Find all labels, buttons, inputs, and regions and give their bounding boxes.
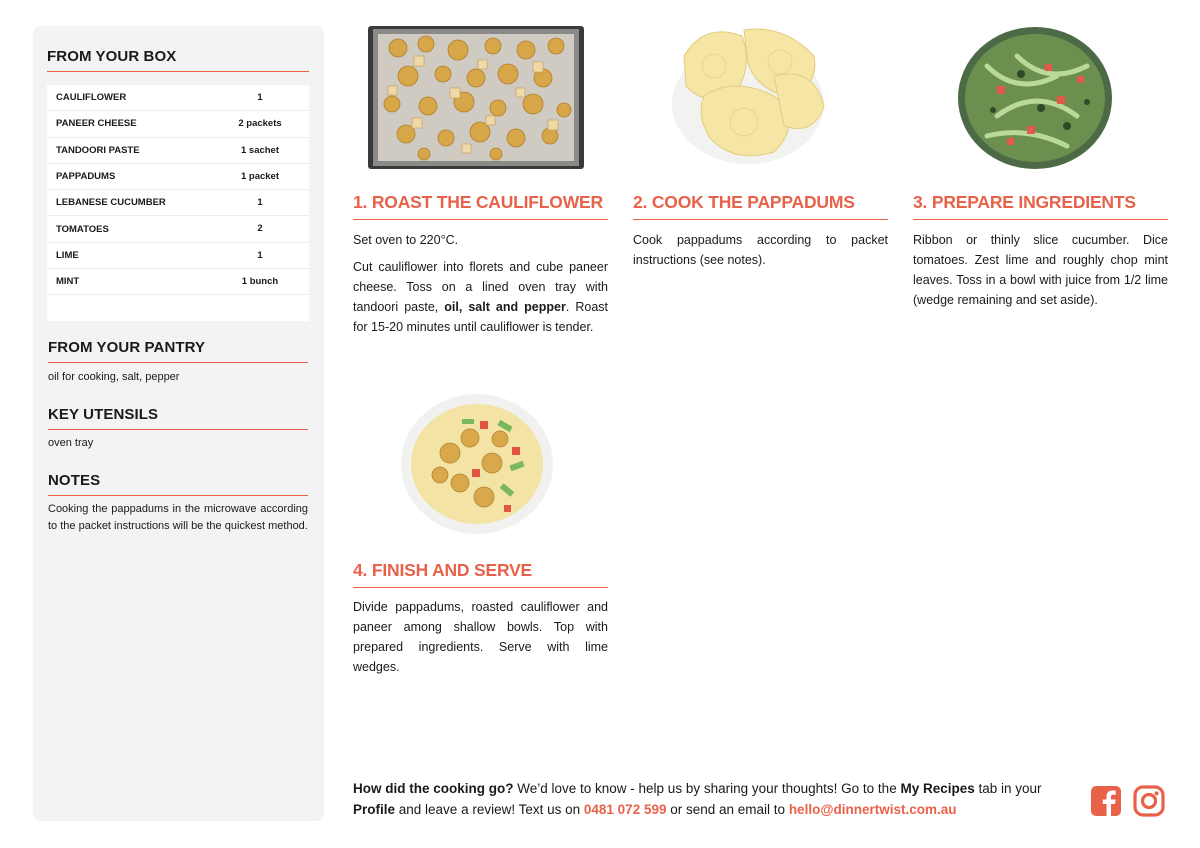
ingredients-table: [47, 85, 309, 321]
ingredient-qty: 1: [257, 92, 263, 103]
from-your-box-title: FROM YOUR BOX: [47, 48, 309, 72]
feedback-text-4: or send an email to: [666, 802, 789, 817]
email-link[interactable]: hello@dinnertwist.com.au: [788, 802, 957, 817]
feedback-text: [353, 778, 1073, 820]
step-1-oil: oil: [444, 300, 459, 314]
step-1-body: [353, 230, 608, 344]
ingredient-name: PANEER CHEESE: [56, 118, 137, 130]
ingredient-row: [47, 138, 309, 164]
pantry-text: oil for cooking, salt, pepper: [48, 371, 180, 383]
ingredient-qty: 1: [257, 249, 263, 261]
step-3-title: 3. PREPARE INGREDIENTS: [913, 192, 1168, 220]
step-3-text: Ribbon or thinly slice cucumber. Dice tomatoes. Zest lime and roughly chop mint leaves. Toss in a bowl with juice from 1/2 lime (wedge remaining and set aside).: [913, 233, 1168, 307]
roast-cauliflower-image: [368, 26, 584, 169]
key-utensils-title: KEY UTENSILS: [48, 406, 308, 430]
step-2-body: [633, 230, 888, 277]
utensils-text: oven tray: [48, 437, 94, 449]
ingredient-qty: 2 packets: [238, 118, 282, 130]
ingredient-name: LEBANESE CUCUMBER: [56, 197, 166, 209]
phone-link[interactable]: 0481 072 599: [583, 802, 667, 817]
finished-dish-image: [400, 393, 555, 536]
ingredient-qty: 1: [257, 197, 263, 209]
ingredient-row: [47, 243, 309, 269]
notes-text: Cooking the pappadums in the microwave according to the packet instructions will be the quickest method.: [48, 503, 308, 532]
step-4-title: 4. FINISH AND SERVE: [353, 560, 608, 588]
profile-label: Profile: [353, 802, 396, 817]
step-1-text-2: [353, 257, 608, 337]
feedback-text-3: and leave a review! Text us on: [395, 802, 584, 817]
ingredient-qty: 1 sachet: [240, 144, 280, 156]
step-1-text-2a: Cut cauliflower into florets and cube paneer cheese. Toss on a lined oven tray with tandoori paste,: [353, 260, 608, 314]
step-1-text-2c: . Roast for 15-20 minutes until cauliflower is tender.: [353, 300, 608, 334]
feedback-text-1: We’d love to know - help us by sharing your thoughts! Go to the: [513, 781, 901, 796]
step-1-text-1: Set oven to 220°C.: [353, 233, 459, 247]
ingredient-row: [47, 111, 309, 137]
ingredient-name: LIME: [56, 249, 79, 261]
ingredient-qty: 1 bunch: [241, 276, 279, 288]
step-4-body: [353, 597, 608, 684]
step-1-salt-pepper: salt and pepper: [468, 300, 566, 314]
ingredient-name: CAULIFLOWER: [56, 92, 127, 104]
step-2-text: Cook pappadums according to packet instructions (see notes).: [633, 233, 888, 267]
ingredient-row: [47, 269, 309, 295]
notes-title: NOTES: [48, 472, 308, 496]
ingredient-name: TOMATOES: [56, 223, 109, 235]
step-2-title: 2. COOK THE PAPPADUMS: [633, 192, 888, 220]
ingredient-qty: 2: [257, 223, 263, 235]
sidebar: [33, 26, 324, 821]
ingredient-row: [47, 216, 309, 242]
facebook-icon[interactable]: [1090, 785, 1122, 817]
pappadums-image: [664, 26, 832, 166]
ingredient-row: [47, 190, 309, 216]
ingredient-row: [47, 85, 309, 111]
step-4-text: Divide pappadums, roasted cauliflower and paneer among shallow bowls. Top with prepared ingredients. Serve with lime wedges.: [353, 600, 608, 674]
step-3-body: [913, 230, 1168, 317]
my-recipes-label: My Recipes: [900, 781, 975, 796]
ingredient-name: MINT: [56, 276, 80, 288]
ingredient-name: PAPPADUMS: [56, 171, 116, 183]
feedback-question: How did the cooking go?: [353, 781, 514, 796]
ingredient-name: TANDOORI PASTE: [56, 144, 140, 156]
from-your-pantry-title: FROM YOUR PANTRY: [48, 339, 308, 363]
instagram-icon[interactable]: [1133, 785, 1165, 817]
salad-bowl-image: [957, 26, 1114, 169]
ingredient-row: [47, 164, 309, 190]
ingredient-qty: 1 packet: [240, 170, 280, 182]
step-1-title: 1. ROAST THE CAULIFLOWER: [353, 192, 608, 220]
feedback-text-2: tab in your: [974, 781, 1042, 796]
step-1-sep: ,: [458, 300, 469, 314]
